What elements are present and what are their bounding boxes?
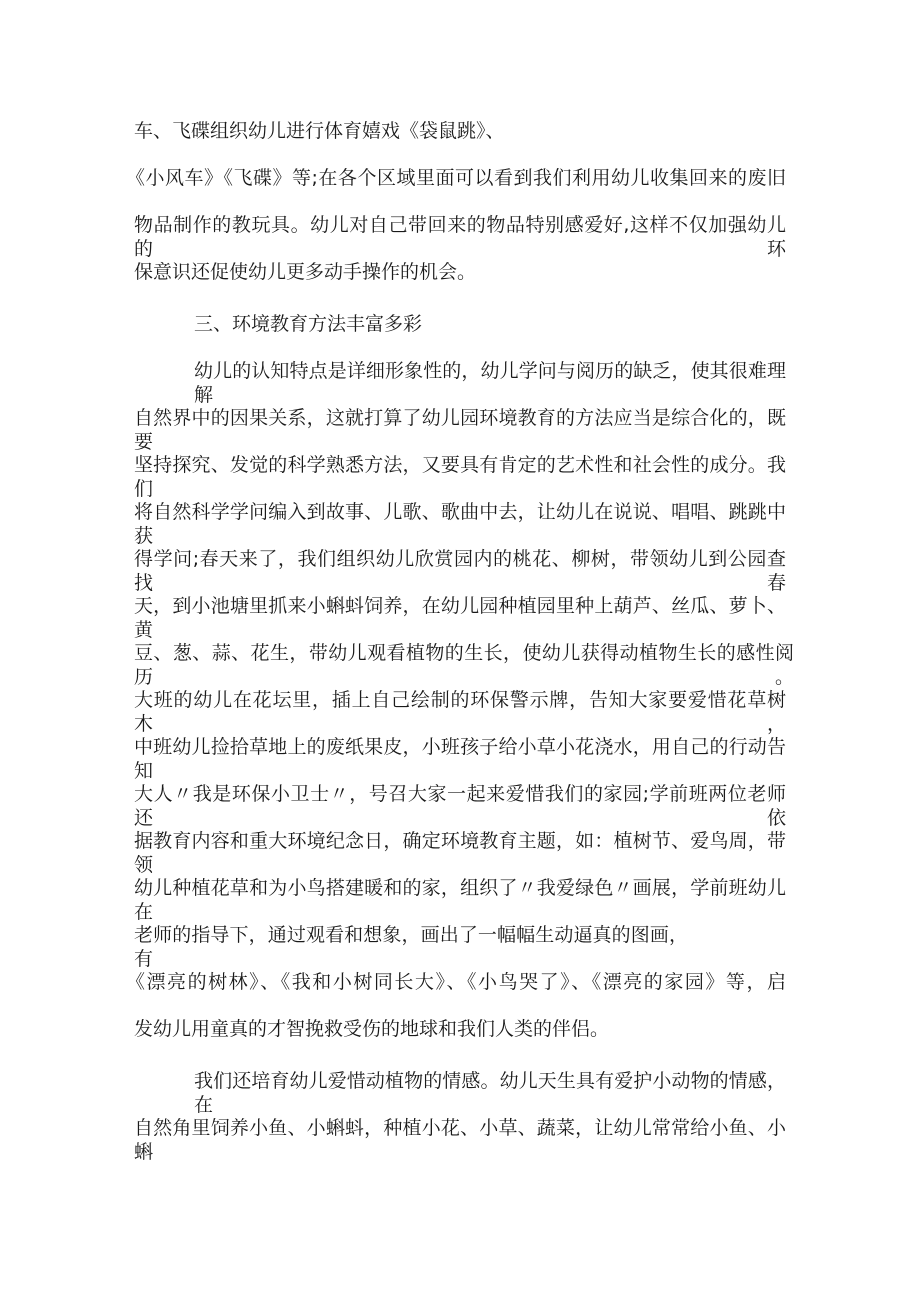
text-line: 中班幼儿捡拾草地上的废纸果皮，小班孩子给小草小花浇水，用自己的行动告知 xyxy=(134,736,786,782)
text-line: 车、飞碟组织幼儿进行体育嬉戏《袋鼠跳》、 xyxy=(134,120,505,142)
text-line: 发幼儿用童真的才智挽救受伤的地球和我们人类的伴侣。 xyxy=(134,1018,610,1040)
text-line: 自然界中的因果关系，这就打算了幼儿园环境教育的方法应当是综合化的，既要 xyxy=(134,407,786,453)
text-line: 《小风车》《飞碟》等;在各个区域里面可以看到我们利用幼儿收集回来的废旧 xyxy=(126,167,786,189)
text-line: 物品制作的教玩具。幼儿对自己带回来的物品特别感爱好,这样不仅加强幼儿的环 xyxy=(134,214,786,260)
text-line: 我们还培育幼儿爱惜动植物的情感。幼儿天生具有爱护小动物的情感，在 xyxy=(194,1070,786,1116)
text-line: 保意识还促使幼儿更多动手操作的机会。 xyxy=(134,261,477,283)
text-line: 豆、葱、蒜、花生，带幼儿观看植物的生长，使幼儿获得动植物生长的感性阅历。 xyxy=(134,642,794,688)
section-heading: 三、环境教育方法丰富多彩 xyxy=(194,313,423,335)
text-line: 坚持探究、发觉的科学熟悉方法，又要具有肯定的艺术性和社会性的成分。我们 xyxy=(134,454,786,500)
text-line: 将自然科学学问编入到故事、儿歌、歌曲中去，让幼儿在说说、唱唱、跳跳中获 xyxy=(134,501,786,547)
text-line: 《漂亮的树林》、《我和小树同长大》、《小鸟哭了》、《漂亮的家园》等，启 xyxy=(126,971,786,993)
text-line: 大班的幼儿在花坛里，插上自己绘制的环保警示牌，告知大家要爱惜花草树木， xyxy=(134,689,786,735)
text-line: 得学问;春天来了，我们组织幼儿欣赏园内的桃花、柳树，带领幼儿到公园查找春 xyxy=(134,548,786,594)
text-line: 自然角里饲养小鱼、小蝌蚪，种植小花、小草、蔬菜，让幼儿常常给小鱼、小蝌 xyxy=(134,1117,786,1163)
text-line: 据教育内容和重大环境纪念日，确定环境教育主题，如：植树节、爱鸟周，带领 xyxy=(134,830,786,876)
text-line: 老师的指导下，通过观看和想象，画出了一幅幅生动逼真的图画，有 xyxy=(134,924,688,970)
text-line: 大人〃我是环保小卫士〃，号召大家一起来爱惜我们的家园;学前班两位老师还依 xyxy=(134,783,786,829)
text-line: 幼儿种植花草和为小鸟搭建暖和的家，组织了〃我爱绿色〃画展，学前班幼儿在 xyxy=(134,877,786,923)
text-line: 幼儿的认知特点是详细形象性的，幼儿学问与阅历的缺乏，使其很难理解 xyxy=(194,360,786,406)
text-line: 天，到小池塘里抓来小蝌蚪饲养，在幼儿园种植园里种上葫芦、丝瓜、萝卜、黄 xyxy=(134,595,786,641)
